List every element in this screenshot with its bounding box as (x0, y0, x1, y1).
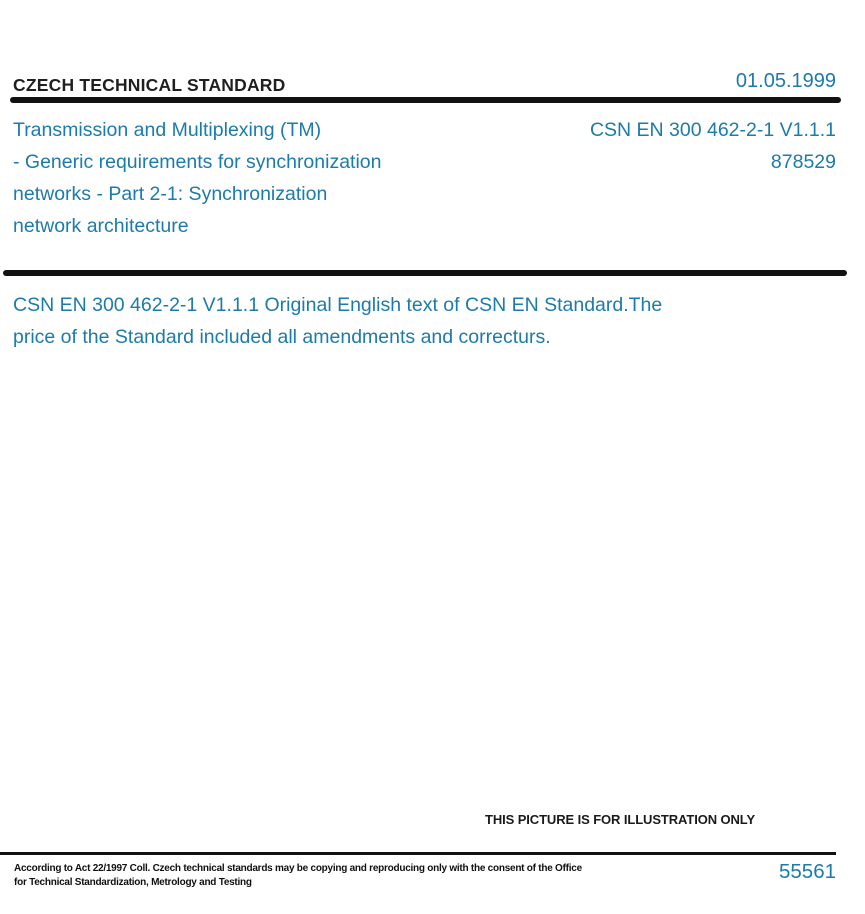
illustration-only-note: THIS PICTURE IS FOR ILLUSTRATION ONLY (485, 812, 756, 827)
catalog-number: 878529 (770, 151, 836, 173)
copyright-notice-line: for Technical Standardization, Metrology and Testing (14, 877, 252, 888)
standard-title-line: Transmission and Multiplexing (TM) (13, 119, 322, 141)
standard-title-line: - Generic requirements for synchronization (13, 151, 382, 173)
issue-date: 01.05.1999 (735, 70, 836, 92)
title-divider-rule (3, 270, 847, 276)
standard-description (13, 289, 763, 353)
standard-code-block (590, 114, 836, 178)
header-divider-rule (10, 97, 841, 103)
footer-divider-rule (0, 852, 836, 855)
standard-title-block (13, 114, 483, 242)
standard-code: CSN EN 300 462-2-1 V1.1.1 (589, 119, 836, 141)
standard-header-title: CZECH TECHNICAL STANDARD (13, 75, 286, 95)
copyright-notice-line: According to Act 22/1997 Coll. Czech technical standards may be copying and reproducing only with the consent of the Office (14, 863, 582, 874)
copyright-notice (14, 862, 614, 890)
document-number: 55561 (778, 860, 836, 883)
standard-title-line: networks - Part 2-1: Synchronization (13, 183, 328, 205)
description-line: CSN EN 300 462-2-1 V1.1.1 Original English text of CSN EN Standard.The (13, 294, 663, 316)
description-line: price of the Standard included all amendments and correcturs. (13, 326, 551, 348)
standard-title-line: network architecture (13, 215, 189, 237)
